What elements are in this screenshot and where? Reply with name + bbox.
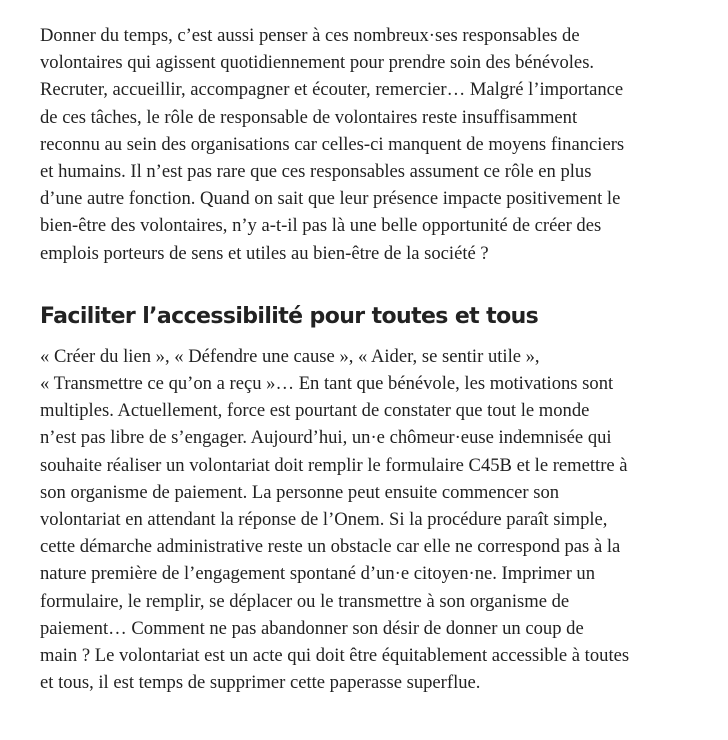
text-line: n’est pas libre de s’engager. Aujourd’hui, un·e chômeur·euse indemnisée qui [40,427,612,449]
text-line: main ? Le volontariat est un acte qui doit être équitablement accessible à toutes [40,645,630,667]
text-line: d’une autre fonction. Quand on sait que leur présence impacte positivement le [40,188,621,210]
paragraph-responsables [40,22,718,267]
text-line: de ces tâches, le rôle de responsable de volontaires reste insuffisamment [40,106,578,128]
text-line: son organisme de paiement. La personne peut ensuite commencer son [40,481,560,503]
text-line: et humains. Il n’est pas rare que ces responsables assument ce rôle en plus [40,161,592,183]
text-line: nature première de l’engagement spontané d’un·e citoyen·ne. Imprimer un [40,563,595,585]
text-line: et tous, il est temps de supprimer cette paperasse superflue. [40,672,481,694]
text-line: volontaires qui agissent quotidiennement pour prendre soin des bénévoles. [40,52,595,74]
text-line: multiples. Actuellement, force est pourtant de constater que tout le monde [40,400,590,422]
text-line: bien-être des volontaires, n’y a-t-il pas là une belle opportunité de créer des [40,215,602,237]
text-line: « Transmettre ce qu’on a reçu »… En tant que bénévole, les motivations sont [40,373,614,395]
text-line: Recruter, accueillir, accompagner et écouter, remercier… Malgré l’importance [40,79,624,101]
text-line: reconnu au sein des organisations car celles-ci manquent de moyens financiers [40,133,625,155]
paragraph-accessibilite [40,343,718,697]
text-line: emplois porteurs de sens et utiles au bien-être de la société ? [40,242,489,264]
text-line: « Créer du lien », « Défendre une cause », « Aider, se sentir utile », [40,345,540,367]
text-line: souhaite réaliser un volontariat doit remplir le formulaire C45B et le remettre à [40,454,628,476]
text-line: volontariat en attendant la réponse de l’Onem. Si la procédure paraît simple, [40,509,608,531]
text-line: paiement… Comment ne pas abandonner son désir de donner un coup de [40,617,584,639]
text-line: formulaire, le remplir, se déplacer ou le transmettre à son organisme de [40,590,570,612]
text-line: Donner du temps, c’est aussi penser à ces nombreux·ses responsables de [40,25,580,46]
section-heading: Faciliter l’accessibilité pour toutes et tous [40,303,539,329]
article-body [40,22,718,696]
text-line: cette démarche administrative reste un obstacle car elle ne correspond pas à la [40,536,621,558]
